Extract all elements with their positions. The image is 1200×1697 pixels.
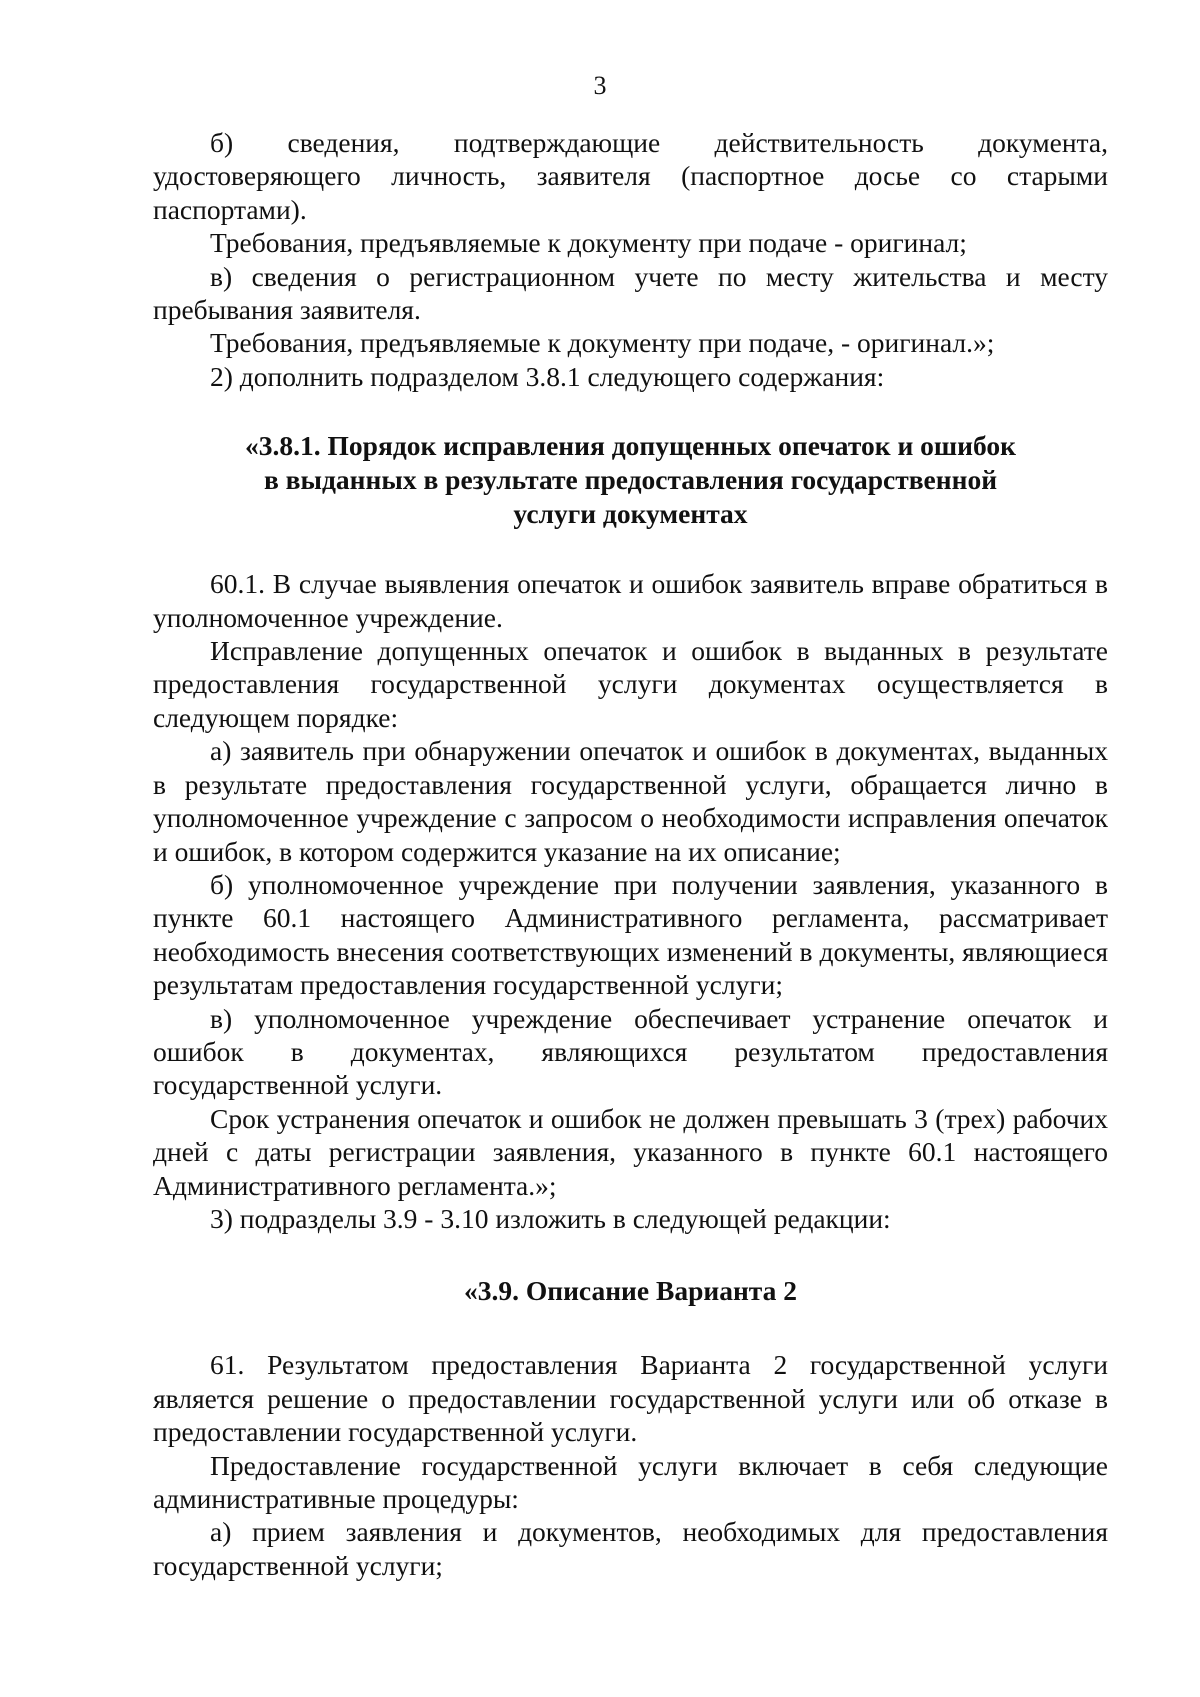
paragraph: 3) подразделы 3.9 - 3.10 изложить в следующей редакции: <box>210 1202 891 1234</box>
section-heading-3-9 <box>153 1274 1108 1308</box>
paragraph: Предоставление государственной услуги включает в себя следующие административные процедуры: <box>153 1449 1108 1514</box>
paragraph: 61. Результатом предоставления Варианта 2 государственной услуги является решение о предоставлении государственной услуги или об отказе в предоставлении государственной услуги. <box>153 1349 1108 1448</box>
section-heading-3-8-1 <box>153 429 1108 531</box>
paragraph: 2) дополнить подразделом 3.8.1 следующего содержания: <box>210 360 885 392</box>
document-body <box>153 126 1108 1582</box>
page-number: 3 <box>593 71 607 100</box>
heading-line: услуги документах <box>513 498 748 530</box>
paragraph: Срок устранения опечаток и ошибок не должен превышать 3 (трех) рабочих дней с даты регистрации заявления, указанного в пункте 60.1 настоящего Административного регламента.»; <box>153 1102 1108 1201</box>
paragraph: в) сведения о регистрационном учете по месту жительства и месту пребывания заявителя. <box>153 260 1108 326</box>
paragraph: б) сведения, подтверждающие действительность документа, удостоверяющего личность, заявителя (паспортное досье со старыми паспортами). <box>153 127 1108 225</box>
paragraph: Требования, предъявляемые к документу при подаче - оригинал; <box>210 227 967 259</box>
paragraph: а) заявитель при обнаружении опечаток и ошибок в документах, выданных в результате предоставления государственной услуги, обращается лично в уполномоченное учреждение с запросом о необходимости исправления опечаток и ошибок, в котором содержится указание на их описание; <box>153 735 1108 867</box>
paragraph: Исправление допущенных опечаток и ошибок в выданных в результате предоставления государственной услуги документах осуществляется в следующем порядке: <box>153 635 1108 733</box>
paragraph: 60.1. В случае выявления опечаток и ошибок заявитель вправе обратиться в уполномоченное учреждение. <box>153 568 1108 633</box>
heading-line: «3.9. Описание Варианта 2 <box>463 1275 798 1307</box>
paragraph: в) уполномоченное учреждение обеспечивает устранение опечаток и ошибок в документах, являющихся результатом предоставления государственной услуги. <box>153 1002 1108 1101</box>
paragraph: б) уполномоченное учреждение при получении заявления, указанного в пункте 60.1 настоящего Административного регламента, рассматривает необходимость внесения соответствующих изменений в документы, являющиеся результатам предоставления государственной услуги; <box>153 868 1108 1001</box>
paragraph: а) прием заявления и документов, необходимых для предоставления государственной услуги; <box>153 1516 1108 1581</box>
paragraph: Требования, предъявляемые к документу при подаче, - оригинал.»; <box>210 327 995 359</box>
heading-line: в выданных в результате предоставления государственной <box>263 464 998 496</box>
heading-line: «3.8.1. Порядок исправления допущенных опечаток и ошибок <box>245 430 1016 462</box>
